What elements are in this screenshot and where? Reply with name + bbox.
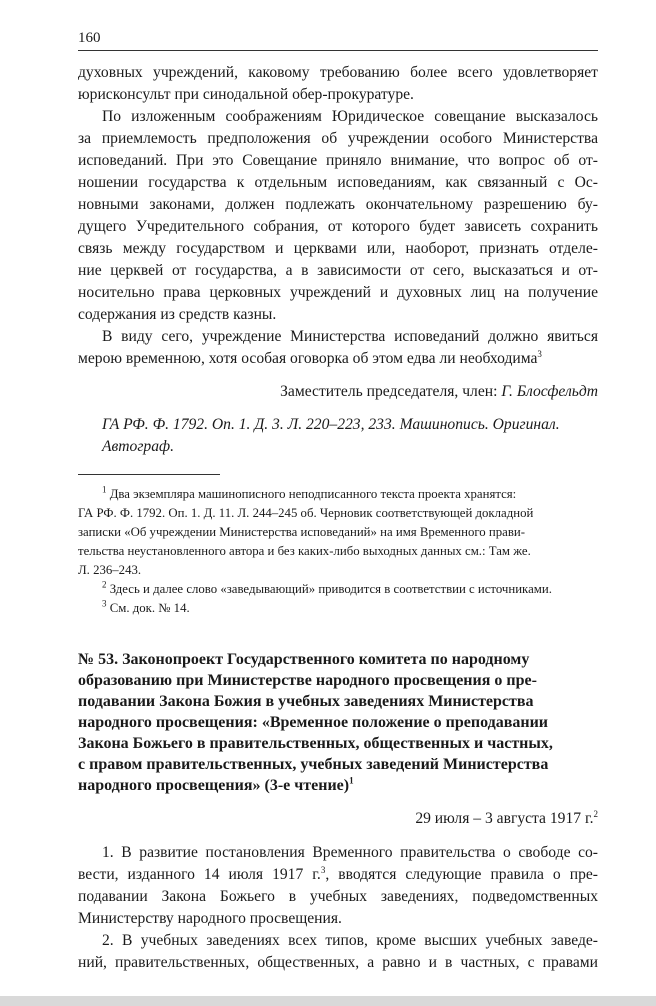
doc-heading-line-7 (78, 776, 598, 797)
item1-line-2-text-b: , вводятся следующие правила о пре- (325, 866, 598, 883)
footnote-3-text: См. док. № 14. (109, 601, 190, 615)
footnote-1-line-1 (78, 485, 598, 504)
para2-line-5: новными законами, должен подлежать окончательному разрешению бу- (78, 196, 598, 213)
para3-line-2 (78, 348, 598, 370)
footnote-2 (78, 580, 598, 599)
page-number: 160 (78, 30, 101, 46)
footnote-3-mark: 3 (102, 598, 107, 609)
footnote-1-line-4: тельства неустановленного автора и без каких-либо выходных данных см.: Там же. (78, 544, 531, 558)
footnote-1-line-2: ГА РФ. Ф. 1792. Оп. 1. Д. 11. Л. 244–245 об. Черновик соответствующей докладной (78, 506, 534, 520)
footnote-1-mark: 1 (102, 484, 107, 495)
signature-prefix: Заместитель председателя, член: (280, 383, 502, 400)
para2-line-3: исповеданий. При это Совещание приняло внимание, что вопрос об от- (78, 152, 598, 169)
footnote-2-text: Здесь и далее слово «заведывающий» приводится в соответствии с источниками. (109, 582, 552, 596)
item1-line-4: Министерству народного просвещения. (78, 910, 342, 927)
para2-line-2: за приемлемость предположения об учреждении особого Министерства (78, 130, 598, 147)
item1-line-2-text-a: вести, изданного 14 июля 1917 г. (78, 866, 321, 883)
para2-line-4: ношении государства к отдельным исповеданиям, как связанный с Ос- (78, 174, 598, 191)
page-header (78, 30, 598, 51)
footnote-1-line-5: Л. 236–243. (78, 563, 142, 577)
footnote-2-mark: 2 (102, 579, 107, 590)
para1-line-2: юрисконсульт при синодальной обер-прокуратуре. (78, 86, 414, 103)
para2-line-10: содержания из средств казны. (78, 306, 277, 323)
para2-line-1: По изложенным соображениям Юридическое совещание высказалось (102, 108, 598, 125)
para3-line-2-text: мерою временною, хотя особая оговорка об этом едва ли необходима (78, 350, 538, 367)
para2-line-7: связь между государством и церквами или, наоборот, признать отделе- (78, 240, 598, 257)
doc-heading-line-2: образованию при Министерстве народного просвещения о пре- (78, 672, 537, 689)
doc-heading-line-4: народного просвещения: «Временное положение о преподавании (78, 714, 549, 731)
archive-line-2: Автограф. (102, 438, 174, 455)
item2-line-2: ний, правительственных, общественных, а равно и в частных, с правами (78, 954, 598, 971)
signature-name: Г. Блосфельдт (501, 383, 598, 400)
document-date-text: 29 июля – 3 августа 1917 г. (415, 810, 594, 827)
archive-line-1: ГА РФ. Ф. 1792. Оп. 1. Д. 3. Л. 220–223, 233. Машинопись. Оригинал. (102, 416, 560, 433)
doc-heading-line-3: подавании Закона Божия в учебных заведениях Министерства (78, 693, 534, 710)
para2-line-6: дущего Учредительного собрания, от которого будет зависеть сохранить (78, 218, 598, 235)
para2-line-8: ние церквей от государства, а в зависимости от сего, высказаться и от- (78, 262, 598, 279)
footnote-rule (78, 474, 220, 475)
doc-heading-line-1: № 53. Законопроект Государственного комитета по народному (78, 651, 530, 668)
doc-heading-footnote-ref: 1 (349, 775, 354, 786)
para1-line-1: духовных учреждений, каковому требованию более всего удовлетворяет (78, 64, 598, 81)
item1-line-3: подавании Закона Божьего в учебных заведениях, подведомственных (78, 888, 598, 905)
doc-heading-line-7-text: народного просвещения» (3-е чтение) (78, 777, 350, 794)
item1-line-1: 1. В развитие постановления Временного правительства о свободе со- (102, 844, 598, 861)
document-date (78, 808, 598, 830)
footnote-3 (78, 599, 598, 618)
footnote-1-text-1: Два экземпляра машинописного неподписанного текста проекта хранятся: (109, 487, 517, 501)
signature (78, 381, 598, 403)
footnote-1-line-3: записки «Об учреждении Министерства исповеданий» на имя Временного прави- (78, 525, 525, 539)
page-bottom-edge (0, 996, 656, 1006)
item2-line-1: 2. В учебных заведениях всех типов, кроме высших учебных заведе- (102, 932, 598, 949)
item1-line-2 (78, 864, 598, 886)
date-footnote-ref: 2 (593, 808, 598, 819)
para3-line-1: В виду сего, учреждение Министерства исповеданий должно явиться (102, 328, 598, 345)
para2-line-9: носительно права церковных учреждений и духовных лиц на получение (78, 284, 598, 301)
item1-footnote-ref: 3 (320, 864, 326, 875)
footnote-ref-3: 3 (537, 348, 542, 359)
doc-heading-line-5: Закона Божьего в правительственных, общественных и частных, (78, 735, 553, 752)
doc-heading-line-6: с правом правительственных, учебных заведений Министерства (78, 756, 549, 773)
